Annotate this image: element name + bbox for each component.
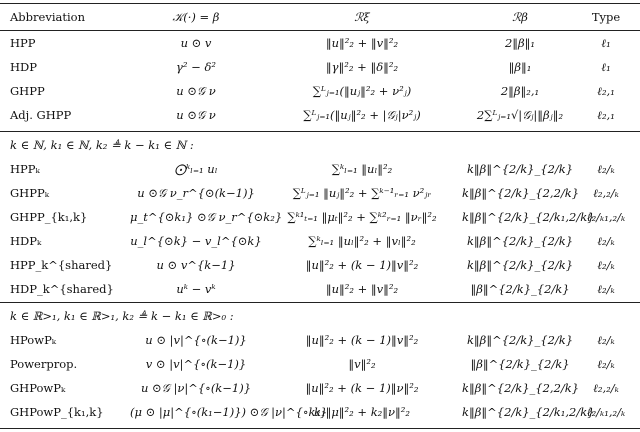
header-rbeta: ℛβ — [512, 10, 528, 24]
cell-type: ℓ₂,₁ — [597, 108, 615, 122]
cell-k: u ⊙ v — [180, 36, 212, 50]
cell-type: ℓ₂/ₖ — [597, 234, 615, 248]
cell-rxi: ‖u‖²₂ + ‖v‖²₂ — [325, 36, 399, 50]
cell-rbeta: ‖β‖^{2/k}_{2/k} — [470, 282, 570, 296]
table-row — [0, 56, 640, 78]
cell-abbreviation: HDP — [10, 60, 37, 74]
table-row — [0, 80, 640, 102]
table-header-row — [0, 6, 640, 28]
cell-type: ℓ₂,₂/ₖ — [593, 381, 619, 395]
cell-k: u ⊙ v^{k−1} — [156, 258, 236, 272]
cell-type: ℓ₂,₁ — [597, 84, 615, 98]
table-row — [0, 206, 640, 228]
cell-rbeta: k‖β‖^{2/k}_{2/k₁,2/k} — [462, 405, 595, 419]
table-row — [0, 278, 640, 300]
cell-rxi: ∑ᴸⱼ₌₁ ‖uⱼ‖²₂ + ∑ᵏ⁻¹ᵣ₌₁ ν²ⱼᵣ — [292, 186, 432, 200]
cell-rbeta: k‖β‖^{2/k}_{2/k} — [466, 258, 574, 272]
cell-type: ℓ₂/ₖ — [597, 258, 615, 272]
cell-rbeta: 2‖β‖₂,₁ — [500, 84, 540, 98]
table-bottom-rule — [0, 428, 640, 429]
cell-abbreviation: GHPowP_{k₁,k} — [10, 405, 104, 419]
cell-abbreviation: HDP_k^{shared} — [10, 282, 114, 296]
cell-rxi: ‖v‖²₂ — [348, 357, 376, 371]
table-row — [0, 230, 640, 252]
cell-type: ℓ₂/ₖ — [597, 282, 615, 296]
cell-k: (μ ⊙ |μ|^{∘(k₁−1)}) ⊙𝒢 |ν|^{∘k₂} — [130, 405, 328, 419]
table-row — [0, 254, 640, 276]
cell-abbreviation: HPowPₖ — [10, 333, 56, 347]
table-row — [0, 329, 640, 351]
cell-rxi: ‖u‖²₂ + ‖v‖²₂ — [325, 282, 399, 296]
header-rule — [0, 30, 640, 31]
table-top-rule — [0, 3, 640, 4]
cell-k: u ⊙𝒢 ν — [176, 84, 216, 98]
table-row — [0, 377, 640, 399]
cell-rbeta: 2‖β‖₁ — [504, 36, 536, 50]
cell-abbreviation: Adj. GHPP — [10, 108, 72, 122]
cell-k: u ⊙𝒢 |ν|^{∘(k−1)} — [140, 381, 252, 395]
cell-rbeta: k‖β‖^{2/k}_{2/k} — [466, 333, 574, 347]
cell-type: ℓ₁ — [601, 36, 611, 50]
cell-rxi: ‖γ‖²₂ + ‖δ‖²₂ — [325, 60, 399, 74]
table-row — [0, 32, 640, 54]
cell-k: u_l^{⊙k} − v_l^{⊙k} — [130, 234, 262, 248]
cell-rbeta: k‖β‖^{2/k}_{2/k₁,2/k} — [462, 210, 595, 224]
cell-abbreviation: GHPPₖ — [10, 186, 49, 200]
cell-abbreviation: GHPP_{k₁,k} — [10, 210, 88, 224]
cell-abbreviation: HPP_k^{shared} — [10, 258, 113, 272]
section-3-condition: k ∈ ℝ>₁, k₁ ∈ ℝ>₁, k₂ ≜ k − k₁ ∈ ℝ>₀ : — [10, 309, 234, 323]
cell-rxi: ∑ᵏₗ₌₁ ‖uₗ‖²₂ — [331, 162, 393, 176]
cell-abbreviation: HPPₖ — [10, 162, 40, 176]
cell-k: u ⊙𝒢 ν — [176, 108, 216, 122]
cell-rbeta: k‖β‖^{2/k}_{2/k} — [466, 162, 574, 176]
cell-abbreviation: GHPP — [10, 84, 45, 98]
table-row — [0, 104, 640, 126]
cell-k: μ_t^{⊙k₁} ⊙𝒢 ν_r^{⊙k₂} — [130, 210, 283, 224]
cell-rbeta: k‖β‖^{2/k}_{2,2/k} — [462, 186, 580, 200]
cell-rxi: ‖u‖²₂ + (k − 1)‖v‖²₂ — [305, 333, 419, 347]
table-row — [0, 182, 640, 204]
cell-k: u ⊙𝒢 ν_r^{⊙(k−1)} — [137, 186, 255, 200]
table-row — [0, 353, 640, 375]
group-1-rule — [0, 131, 640, 132]
cell-rxi: ∑ᴸⱼ₌₁(‖uⱼ‖²₂ + |𝒢ⱼ|ν²ⱼ) — [303, 108, 421, 122]
table-row — [0, 158, 640, 180]
cell-type: ℓ₁ — [601, 60, 611, 74]
cell-type: ℓ₂,₂/ₖ — [593, 186, 619, 200]
cell-k: ⨀ᵏₗ₌₁ uₗ — [174, 162, 218, 176]
cell-type: ℓ₂/ₖ — [597, 162, 615, 176]
cell-rbeta: 2∑ᴸⱼ₌₁√|𝒢ⱼ|‖βⱼ‖₂ — [476, 108, 564, 122]
cell-type: ℓ₂/ₖ₁,₂/ₖ — [586, 405, 626, 419]
header-k: 𝒦(·) = β — [172, 10, 220, 24]
cell-abbreviation: HDPₖ — [10, 234, 42, 248]
cell-rbeta: ‖β‖₁ — [508, 60, 532, 74]
cell-abbreviation: Powerprop. — [10, 357, 78, 371]
cell-rbeta: ‖β‖^{2/k}_{2/k} — [470, 357, 570, 371]
header-abbreviation: Abbreviation — [10, 10, 85, 24]
cell-type: ℓ₂/ₖ₁,₂/ₖ — [586, 210, 626, 224]
cell-type: ℓ₂/ₖ — [597, 333, 615, 347]
cell-rxi: ‖u‖²₂ + (k − 1)‖ν‖²₂ — [305, 381, 419, 395]
section-2-condition: k ∈ ℕ, k₁ ∈ ℕ, k₂ ≜ k − k₁ ∈ ℕ : — [10, 138, 194, 152]
cell-rxi: ∑ᴸⱼ₌₁(‖uⱼ‖²₂ + ν²ⱼ) — [312, 84, 412, 98]
cell-abbreviation: GHPowPₖ — [10, 381, 66, 395]
cell-k: u ⊙ |v|^{∘(k−1)} — [145, 333, 247, 347]
header-type: Type — [591, 10, 621, 24]
cell-rxi: k₁‖μ‖²₂ + k₂‖ν‖²₂ — [313, 405, 410, 419]
cell-rxi: ∑ᵏₗ₌₁ ‖uₗ‖²₂ + ‖vₗ‖²₂ — [308, 234, 416, 248]
cell-k: uᵏ − vᵏ — [176, 282, 216, 296]
cell-type: ℓ₂/ₖ — [597, 357, 615, 371]
cell-rbeta: k‖β‖^{2/k}_{2/k} — [466, 234, 574, 248]
group-2-rule — [0, 302, 640, 303]
cell-abbreviation: HPP — [10, 36, 36, 50]
cell-k: v ⊙ |v|^{∘(k−1)} — [145, 357, 247, 371]
cell-rxi: ∑ᵏ¹ₜ₌₁ ‖μₜ‖²₂ + ∑ᵏ²ᵣ₌₁ ‖νᵣ‖²₂ — [287, 210, 437, 224]
cell-k: γ² − δ² — [176, 60, 216, 74]
header-rxi: ℛξ — [354, 10, 370, 24]
cell-rbeta: k‖β‖^{2/k}_{2,2/k} — [462, 381, 580, 395]
cell-rxi: ‖u‖²₂ + (k − 1)‖v‖²₂ — [305, 258, 419, 272]
table-row — [0, 401, 640, 423]
